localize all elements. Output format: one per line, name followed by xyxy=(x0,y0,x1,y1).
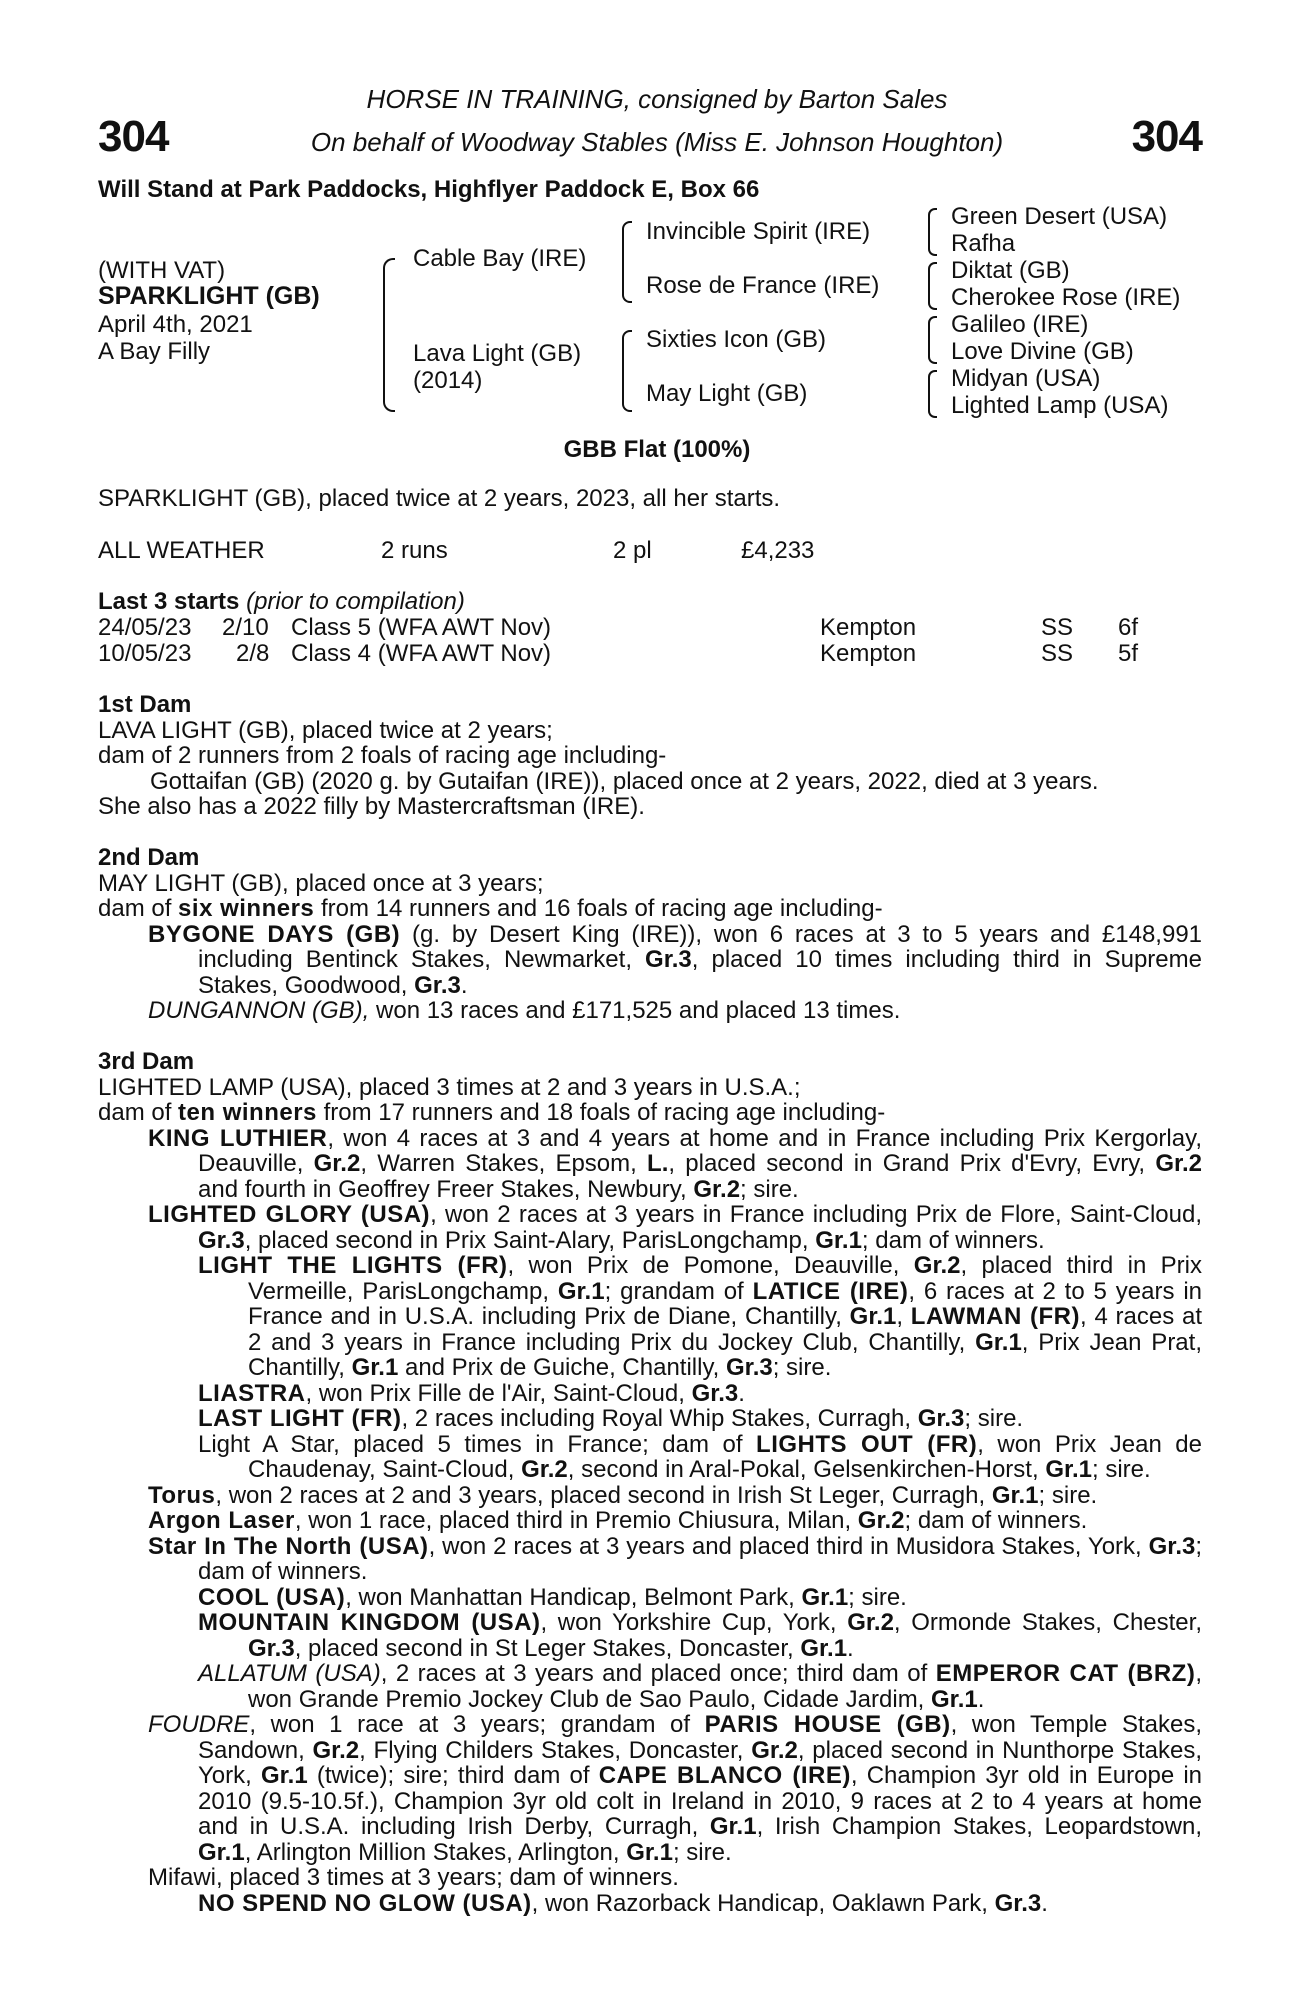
pedigree-brace-g4 xyxy=(928,370,937,418)
ggs-2: Diktat (GB) xyxy=(951,257,1070,284)
second-dam-line: MAY LIGHT (GB), placed once at 3 years; xyxy=(98,869,544,897)
pedigree-brace-g1 xyxy=(928,208,937,256)
produce-entry: DUNGANNON (GB), won 13 races and £171,525 and placed 13 times. xyxy=(148,997,901,1024)
record-placed: 2 pl xyxy=(613,537,652,564)
horse-name: SPARKLIGHT (GB) xyxy=(98,282,320,310)
ggs-1: Green Desert (USA) xyxy=(951,203,1168,230)
dam-dam: May Light (GB) xyxy=(646,380,808,407)
consignment-line: HORSE IN TRAINING, consigned by Barton Sales xyxy=(366,84,948,114)
first-dam-title: 1st Dam xyxy=(98,691,192,718)
produce-entry: Argon Laser, won 1 race, placed third in Premio Chiusura, Milan, Gr.2; dam of winners. xyxy=(148,1507,1088,1534)
vendor-line: On behalf of Woodway Stables (Miss E. Johnson Houghton) xyxy=(310,127,1004,157)
dam: Lava Light (GB) xyxy=(413,340,582,367)
lot-number-left: 304 xyxy=(98,112,169,161)
produce-entry: LIGHTED GLORY (USA), won 2 races at 3 years in France including Prix de Flore, Saint-Cloud, Gr.3, placed second in Prix Saint-Alary, ParisLongchamp, Gr.1; dam of winners. xyxy=(148,1201,1202,1254)
start-course: Kempton xyxy=(820,614,917,641)
produce-entry: Star In The North (USA), won 2 races at 3 years and placed third in Musidora Stakes, York, Gr.3; dam of winners. xyxy=(148,1532,1203,1585)
start-going: SS xyxy=(1041,640,1074,667)
produce-entry: LAST LIGHT (FR), 2 races including Royal Whip Stakes, Curragh, Gr.3; sire. xyxy=(198,1405,1024,1432)
ggs-3: Galileo (IRE) xyxy=(951,311,1089,338)
third-dam-line: LIGHTED LAMP (USA), placed 3 times at 2 and 3 years in U.S.A.; xyxy=(98,1073,801,1101)
second-dam-line: dam of six winners from 14 runners and 16 foals of racing age including- xyxy=(98,895,883,922)
sire-dam: Rose de France (IRE) xyxy=(646,272,880,299)
lot-number-right: 304 xyxy=(1131,112,1202,161)
produce-entry: NO SPEND NO GLOW (USA), won Razorback Handicap, Oaklawn Park, Gr.3. xyxy=(198,1889,1048,1917)
produce-entry: LIASTRA, won Prix Fille de l'Air, Saint-Cloud, Gr.3. xyxy=(198,1379,745,1407)
produce-entry: MOUNTAIN KINGDOM (USA), won Yorkshire Cup, York, Gr.2, Ormonde Stakes, Chester, Gr.3, placed second in St Leger Stakes, Doncaster, Gr.1. xyxy=(198,1609,1202,1662)
dam-sire: Sixties Icon (GB) xyxy=(646,326,827,353)
start-distance: 5f xyxy=(1118,640,1139,667)
third-dam-title: 3rd Dam xyxy=(98,1048,195,1075)
ggd-3: Love Divine (GB) xyxy=(951,338,1134,365)
produce-entry: KING LUTHIER, won 4 races at 3 and 4 years at home and in France including Prix Kergorlay, Deauville, Gr.2, Warren Stakes, Epsom, L., placed second in Grand Prix d'Evry, Evry, Gr.2 and fourth in Geoffrey Freer Stakes, Newbury, Gr.2; sire. xyxy=(148,1124,1203,1203)
dam-year: (2014) xyxy=(413,367,483,394)
first-dam-section xyxy=(98,692,1202,820)
stabling-location: Will Stand at Park Paddocks, Highflyer Paddock E, Box 66 xyxy=(98,176,760,203)
pedigree-brace-g2 xyxy=(928,262,937,310)
produce-entry: Light A Star, placed 5 times in France; dam of LIGHTS OUT (FR), won Prix Jean de Chaudenay, Saint-Cloud, Gr.2, second in Aral-Pokal, Gelsenkirchen-Horst, Gr.1; sire. xyxy=(198,1430,1202,1483)
last-starts-title: Last 3 starts xyxy=(98,588,240,615)
foaling-date: April 4th, 2021 xyxy=(98,311,253,338)
start-position: 2/10 xyxy=(222,614,269,641)
third-dam-section xyxy=(98,1049,1202,1916)
produce-entry: COOL (USA), won Manhattan Handicap, Belmont Park, Gr.1; sire. xyxy=(198,1583,907,1611)
record-runs: 2 runs xyxy=(381,537,448,564)
race-summary: SPARKLIGHT (GB), placed twice at 2 years, 2023, all her starts. xyxy=(98,485,781,512)
produce-entry: Torus, won 2 races at 2 and 3 years, placed second in Irish St Leger, Curragh, Gr.1; sire. xyxy=(148,1481,1098,1509)
last-starts-note: (prior to compilation) xyxy=(246,588,465,615)
first-dam-line: dam of 2 runners from 2 foals of racing age including- xyxy=(98,742,667,769)
ggd-1: Rafha xyxy=(951,230,1016,257)
record-surface: ALL WEATHER xyxy=(98,537,265,564)
second-dam-section xyxy=(98,845,1202,1024)
produce-entry: LIGHT THE LIGHTS (FR), won Prix de Pomone, Deauville, Gr.2, placed third in Prix Vermeille, ParisLongchamp, Gr.1; grandam of LATICE (IRE), 6 races at 2 to 5 years in France and in U.S.A. including Prix de Diane, Chantilly, Gr.1, LAWMAN (FR), 4 races at 2 and 3 years in France including Prix du Jockey Club, Chantilly, Gr.1, Prix Jean Prat, Chantilly, Gr.1 and Prix de Guiche, Chantilly, Gr.3; sire. xyxy=(198,1252,1203,1381)
pedigree-brace-sire xyxy=(622,221,632,303)
first-dam-line: She also has a 2022 filly by Mastercraftsman (IRE). xyxy=(98,793,645,820)
start-date: 24/05/23 xyxy=(98,614,192,641)
ggd-2: Cherokee Rose (IRE) xyxy=(951,284,1181,311)
start-position: 2/8 xyxy=(236,640,270,667)
vat-note: (WITH VAT) xyxy=(98,257,226,284)
last-starts-heading xyxy=(98,589,465,615)
start-date: 10/05/23 xyxy=(98,640,192,667)
sire-sire: Invincible Spirit (IRE) xyxy=(646,218,871,245)
pedigree-brace-main xyxy=(383,258,395,412)
produce-entry: ALLATUM (USA), 2 races at 3 years and placed once; third dam of EMPEROR CAT (BRZ), won Grande Premio Jockey Club de Sao Paulo, Cidade Jardim, Gr.1. xyxy=(198,1660,1202,1713)
gbb-status: GBB Flat (100%) xyxy=(563,436,751,463)
start-going: SS xyxy=(1041,614,1074,641)
sire: Cable Bay (IRE) xyxy=(413,245,587,272)
third-dam-line: dam of ten winners from 17 runners and 18 foals of racing age including- xyxy=(98,1099,886,1126)
first-dam-produce: Gottaifan (GB) (2020 g. by Gutaifan (IRE)), placed once at 2 years, 2022, died at 3 years. xyxy=(150,767,1099,795)
produce-entry: Mifawi, placed 3 times at 3 years; dam of winners. xyxy=(148,1864,679,1891)
start-course: Kempton xyxy=(820,640,917,667)
start-class: Class 4 (WFA AWT Nov) xyxy=(291,640,552,667)
ggs-4: Midyan (USA) xyxy=(951,365,1101,392)
horse-description: A Bay Filly xyxy=(98,338,211,365)
start-class: Class 5 (WFA AWT Nov) xyxy=(291,614,552,641)
second-dam-title: 2nd Dam xyxy=(98,844,200,871)
pedigree-brace-g3 xyxy=(928,316,937,364)
produce-entry: FOUDRE, won 1 race at 3 years; grandam of PARIS HOUSE (GB), won Temple Stakes, Sandown, Gr.2, Flying Childers Stakes, Doncaster, Gr.2, placed second in Nunthorpe Stakes, York, Gr.1 (twice); sire; third dam of CAPE BLANCO (IRE), Champion 3yr old in Europe in 2010 (9.5-10.5f.), Champion 3yr old colt in Ireland in 2010, 9 races at 2 to 4 years at home and in U.S.A. including Irish Derby, Curragh, Gr.1, Irish Champion Stakes, Leopardstown, Gr.1, Arlington Million Stakes, Arlington, Gr.1; sire. xyxy=(148,1711,1203,1866)
first-dam-line: LAVA LIGHT (GB), placed twice at 2 years; xyxy=(98,716,553,744)
ggd-4: Lighted Lamp (USA) xyxy=(951,392,1169,419)
record-earnings: £4,233 xyxy=(741,537,815,564)
pedigree-brace-dam xyxy=(622,330,632,412)
start-distance: 6f xyxy=(1118,614,1139,641)
produce-entry: BYGONE DAYS (GB) (g. by Desert King (IRE)), won 6 races at 3 to 5 years and £148,991 including Bentinck Stakes, Newmarket, Gr.3, placed 10 times including third in Supreme Stakes, Goodwood, Gr.3. xyxy=(148,920,1203,999)
